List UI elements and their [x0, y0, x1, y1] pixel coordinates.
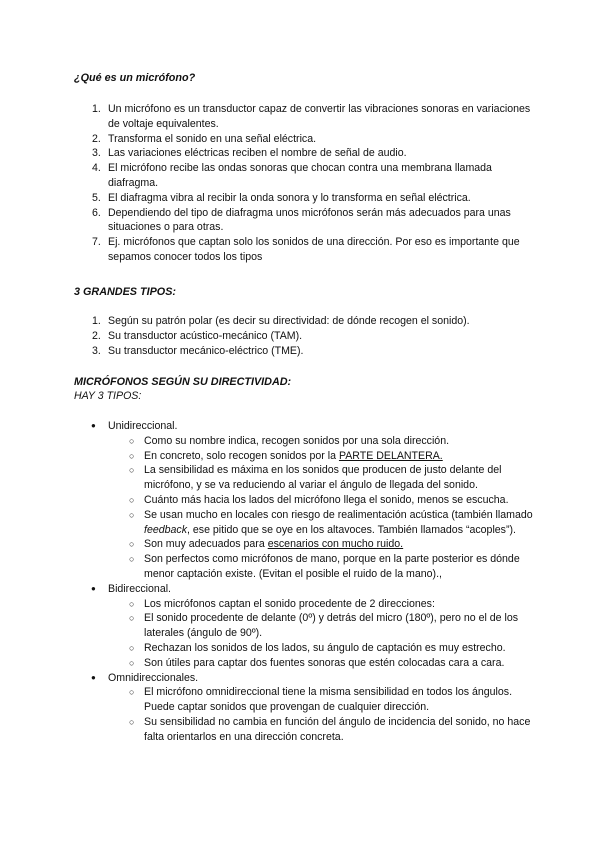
- section-subtitle: HAY 3 TIPOS:: [74, 390, 142, 402]
- circle-bullet-icon: ○: [129, 657, 135, 668]
- section-title-directividad: MICRÓFONOS SEGÚN SU DIRECTIVIDAD:: [74, 376, 292, 388]
- list-text: Las variaciones eléctricas reciben el nombre de señal de audio.: [108, 147, 407, 160]
- circle-bullet-icon: ○: [129, 509, 135, 520]
- bullet-icon: ●: [91, 672, 96, 682]
- sublist-item: [108, 656, 534, 671]
- list-number: 2.: [92, 132, 101, 145]
- list-item: [74, 191, 534, 206]
- sublist-text: En concreto, solo recogen sonidos por la: [144, 449, 339, 462]
- list-item: [74, 132, 534, 147]
- directivity-list: [74, 419, 534, 745]
- sublist: [108, 597, 534, 671]
- list-item: [74, 161, 534, 191]
- sublist-item: [108, 641, 534, 656]
- list-item-bidireccional: [74, 582, 534, 671]
- sublist-text: El micrófono omnidireccional tiene la misma sensibilidad en todos los ángulos. Puede captar sonidos que provengan de cualquier dirección.: [144, 686, 513, 714]
- list-item: [74, 329, 534, 344]
- list-text: Su transductor mecánico-eléctrico (TME).: [108, 344, 304, 357]
- section-title-que-es: ¿Qué es un micrófono?: [74, 72, 196, 84]
- circle-bullet-icon: ○: [129, 435, 135, 446]
- sublist-text: Se usan mucho en locales con riesgo de realimentación acústica (también llamado: [144, 508, 533, 521]
- list-text: Ej. micrófonos que captan solo los sonidos de una dirección. Por eso es importante que sepamos conocer todos los tipos: [108, 236, 520, 263]
- list-number: 1.: [92, 315, 101, 327]
- list-number: 1.: [92, 103, 101, 115]
- list-item-unidireccional: [74, 419, 534, 582]
- underlined-text: PARTE DELANTERA.: [338, 449, 443, 462]
- sublist-item: [108, 537, 534, 552]
- list-item: [74, 344, 534, 359]
- sublist-text: Son útiles para captar dos fuentes sonoras que estén colocadas cara a cara.: [144, 656, 505, 669]
- list-item: [74, 206, 534, 236]
- sublist: [108, 434, 534, 582]
- list-item: [74, 102, 534, 132]
- list-number: 3.: [92, 147, 101, 160]
- list-text: El diafragma vibra al recibir la onda sonora y lo transforma en señal eléctrica.: [108, 191, 471, 204]
- circle-bullet-icon: ○: [129, 598, 135, 609]
- list-number: 6.: [92, 206, 101, 219]
- bullet-icon: ●: [91, 421, 96, 430]
- list-item: [74, 235, 534, 265]
- circle-bullet-icon: ○: [129, 613, 135, 624]
- list-text: El micrófono recibe las ondas sonoras que chocan contra una membrana llamada diafragma.: [108, 162, 492, 189]
- list-label: Unidireccional.: [108, 420, 178, 432]
- sublist-text: Son muy adecuados para: [144, 538, 268, 551]
- sublist-item: [108, 611, 534, 641]
- list-text: Dependiendo del tipo de diafragma unos micrófonos serán más adecuados para unas situaciones o para otras.: [108, 206, 511, 234]
- circle-bullet-icon: ○: [129, 450, 135, 461]
- sublist-text: Cuánto más hacia los lados del micrófono llega el sonido, menos se escucha.: [144, 493, 509, 506]
- circle-bullet-icon: ○: [129, 687, 135, 698]
- italic-text: feedback: [144, 523, 187, 536]
- list-text: Un micrófono es un transductor capaz de convertir las vibraciones sonoras en variaciones de voltaje equivalentes.: [108, 103, 531, 130]
- list-number: 5.: [92, 191, 101, 204]
- list-label: Omnidireccionales.: [108, 671, 199, 684]
- circle-bullet-icon: ○: [129, 554, 135, 565]
- list-number: 3.: [92, 344, 101, 357]
- sublist-item: [108, 493, 534, 508]
- sublist-text: Su sensibilidad no cambia en función del ángulo de incidencia del sonido, no hace falta orientarlos en una dirección concreta.: [144, 715, 531, 743]
- list-item-omnidireccionales: [74, 671, 534, 745]
- sublist-text: Rechazan los sonidos de los lados, su ángulo de captación es muy estrecho.: [144, 641, 506, 654]
- circle-bullet-icon: ○: [129, 494, 135, 505]
- circle-bullet-icon: ○: [129, 642, 135, 653]
- list-item: [74, 146, 534, 161]
- definition-list: [74, 102, 534, 265]
- list-number: 2.: [92, 329, 101, 342]
- sublist-text: Son perfectos como micrófonos de mano, porque en la parte posterior es dónde menor captación existe. (Evitan el posible el ruido de la mano).,: [144, 553, 520, 580]
- sublist-item: [108, 508, 534, 538]
- types-list: [74, 314, 534, 358]
- circle-bullet-icon: ○: [129, 716, 135, 727]
- sublist-text: Como su nombre indica, recogen sonidos por una sola dirección.: [144, 434, 450, 447]
- list-item: [74, 314, 534, 329]
- sublist-item: [108, 597, 534, 612]
- bullet-icon: ●: [91, 583, 96, 593]
- list-text: Su transductor acústico-mecánico (TAM).: [108, 329, 303, 342]
- sublist-item: [108, 463, 534, 493]
- underlined-text: escenarios con mucho ruido.: [267, 538, 404, 551]
- list-text: Según su patrón polar (es decir su directividad: de dónde recogen el sonido).: [108, 315, 470, 327]
- section-title-tipos: 3 GRANDES TIPOS:: [74, 286, 176, 298]
- sublist-text: , ese pitido que se oye en los altavoces. También llamados “acoples”).: [187, 523, 516, 536]
- sublist-item: [108, 434, 534, 449]
- circle-bullet-icon: ○: [129, 465, 135, 476]
- list-number: 4.: [92, 162, 101, 175]
- sublist-text: La sensibilidad es máxima en los sonidos que producen de justo delante del micrófono, y se va reduciendo al variar el ángulo de llegada del sonido.: [144, 464, 502, 492]
- sublist-text: El sonido procedente de delante (0º) y detrás del micro (180º), pero no el de los laterales (ángulo de 90º).: [144, 612, 519, 640]
- sublist-item: [108, 449, 534, 464]
- sublist: [108, 685, 534, 744]
- sublist-text: Los micrófonos captan el sonido procedente de 2 direcciones:: [144, 597, 435, 610]
- list-number: 7.: [92, 236, 101, 249]
- circle-bullet-icon: ○: [129, 539, 135, 550]
- list-label: Bidireccional.: [108, 582, 172, 595]
- list-text: Transforma el sonido en una señal eléctrica.: [108, 132, 317, 145]
- sublist-item: [108, 715, 534, 745]
- sublist-item: [108, 685, 534, 715]
- sublist-item: [108, 552, 534, 582]
